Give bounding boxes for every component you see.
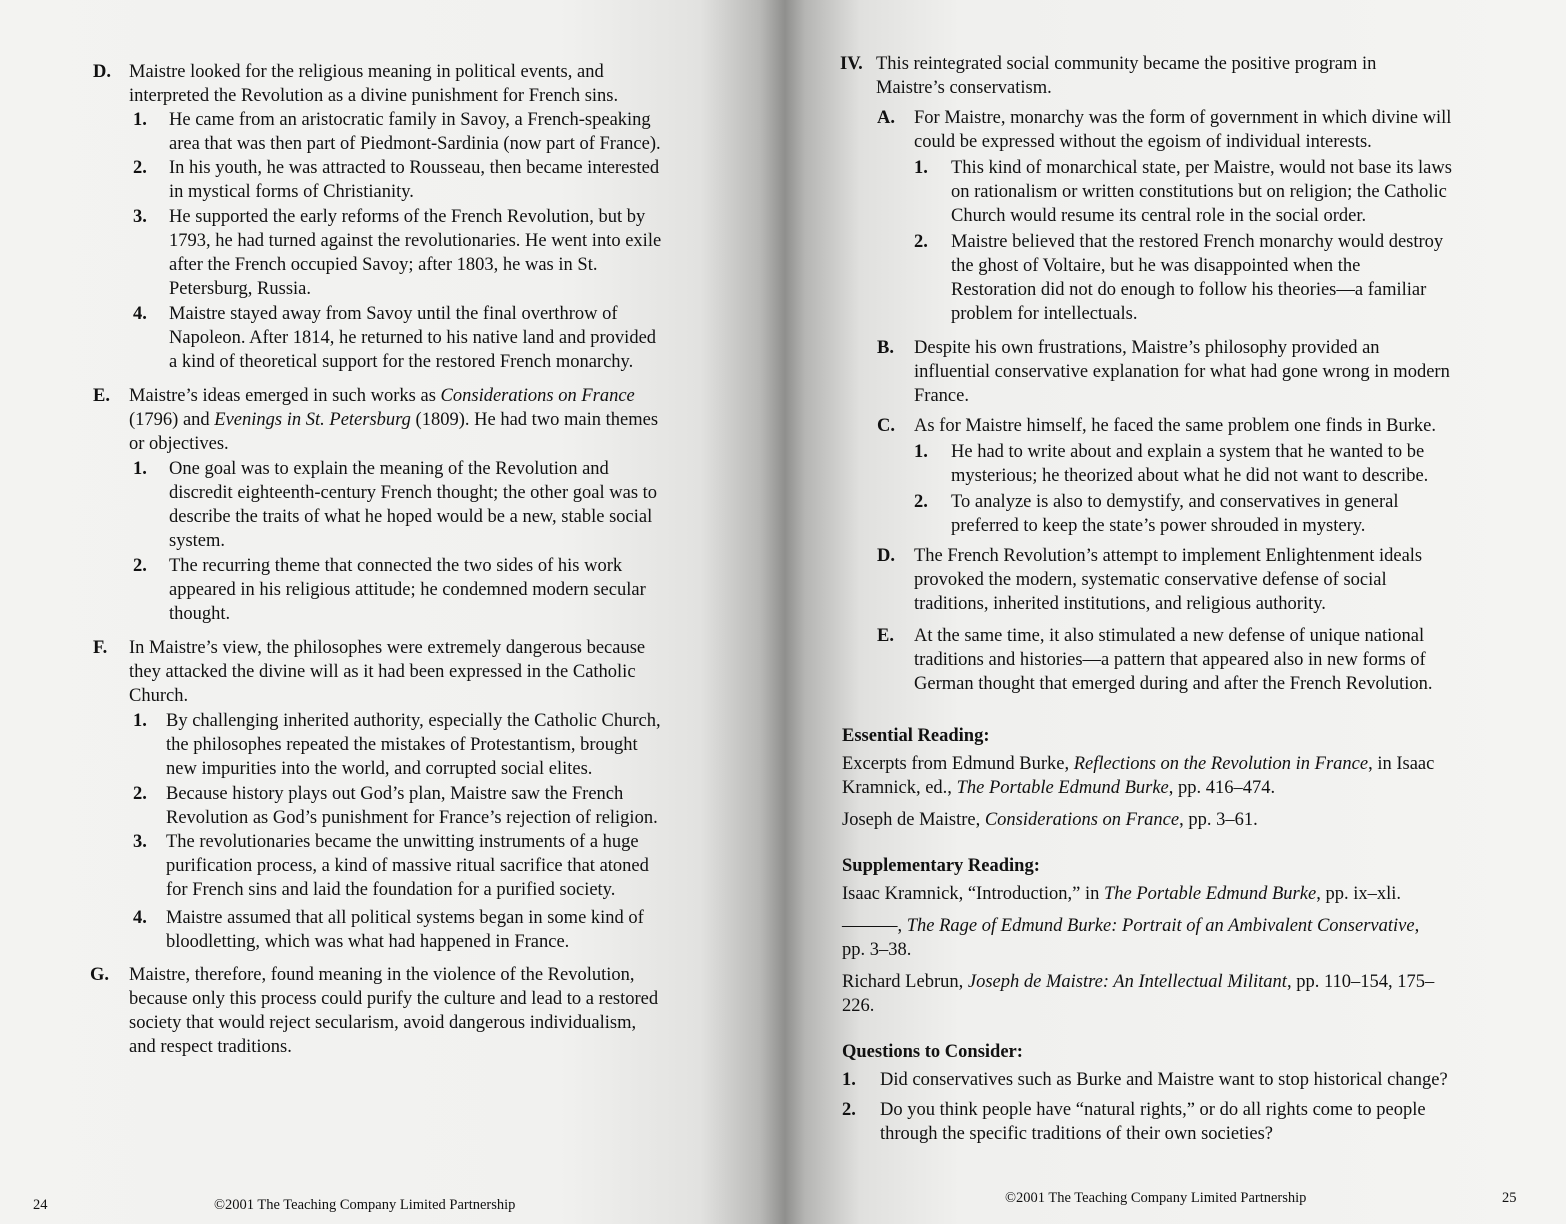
outline-item-label: 2. [133, 158, 147, 178]
text-run: Isaac Kramnick, “Introduction,” in [842, 884, 1104, 904]
text-run: Maistre stayed away from Savoy until the final overthrow of [169, 304, 618, 324]
outline-item-line [876, 76, 1052, 100]
reading-heading: Essential Reading: [842, 726, 990, 746]
text-run: France. [914, 386, 969, 406]
outline-item-line [876, 52, 1376, 76]
text-run: Excerpts from Edmund Burke, [842, 754, 1074, 774]
text-run: This reintegrated social community became the positive program in [876, 54, 1377, 74]
outline-item-line [169, 205, 645, 229]
text-run: The revolutionaries became the unwitting instruments of a huge [166, 832, 639, 852]
text-run: Maistre believed that the restored French monarchy would destroy [951, 232, 1444, 252]
text-run: ———, [842, 916, 907, 936]
text-run: interpreted the Revolution as a divine punishment for French sins. [129, 86, 619, 106]
outline-item-line [951, 464, 1428, 488]
question-line [880, 1098, 1426, 1122]
footer-copyright-right: ©2001 The Teaching Company Limited Partnership [1005, 1190, 1307, 1206]
outline-item-line [951, 440, 1424, 464]
italic-title: Considerations on France [984, 810, 1180, 830]
question-label: 2. [842, 1100, 856, 1120]
outline-item-line [169, 505, 652, 529]
outline-item-label: E. [877, 626, 894, 646]
outline-item-line [914, 592, 1326, 616]
outline-item-line [169, 156, 659, 180]
outline-item-line [169, 481, 657, 505]
outline-item-line [169, 457, 609, 481]
outline-item-line [951, 490, 1399, 514]
outline-item-line [129, 432, 229, 456]
outline-item-line [129, 684, 188, 708]
outline-item-line [169, 578, 646, 602]
outline-item-line [914, 336, 1380, 360]
outline-item-line [166, 806, 658, 830]
text-run: The recurring theme that connected the two sides of his work [169, 556, 623, 576]
text-run: mysterious; he theorized about what he did not want to describe. [951, 466, 1429, 486]
reading-entry-line [842, 970, 1434, 994]
outline-item-line [914, 106, 1451, 130]
outline-item-line [914, 624, 1424, 648]
page-number-left: 24 [33, 1197, 48, 1213]
outline-item-line [951, 204, 1366, 228]
outline-item-line [914, 544, 1422, 568]
footer-copyright-left: ©2001 The Teaching Company Limited Partnership [214, 1197, 516, 1213]
outline-item-label: D. [877, 546, 895, 566]
text-run: society that would reject secularism, avoid dangerous individualism, [129, 1013, 637, 1033]
text-run: , in Isaac [1368, 754, 1435, 774]
outline-item-line [129, 408, 658, 432]
outline-item-line [169, 229, 661, 253]
text-run: pp. 3–38. [842, 940, 912, 960]
outline-item-line [169, 326, 656, 350]
text-run: 1793, he had turned against the revolutionaries. He went into exile [169, 231, 662, 251]
text-run: through the specific traditions of their own societies? [880, 1124, 1274, 1144]
outline-item-label: 2. [914, 232, 928, 252]
outline-item-label: 1. [133, 110, 147, 130]
text-run: new impurities into the world, and corrupted social elites. [166, 759, 593, 779]
text-run: At the same time, it also stimulated a new defense of unique national [914, 626, 1425, 646]
text-run: Despite his own frustrations, Maistre’s philosophy provided an [914, 338, 1380, 358]
outline-item-line [951, 254, 1360, 278]
outline-item-line [169, 529, 225, 553]
text-run: In Maistre’s view, the philosophes were extremely dangerous because [129, 638, 646, 658]
outline-item-label: C. [877, 416, 895, 436]
italic-title: The Rage of Edmund Burke: Portrait of an Ambivalent Conservative [906, 916, 1415, 936]
outline-item-line [951, 302, 1137, 326]
text-run: appeared in his religious attitude; he condemned modern secular [169, 580, 646, 600]
text-run: Restoration did not do enough to follow his theories—a familiar [951, 280, 1427, 300]
text-run: To analyze is also to demystify, and conservatives in general [951, 492, 1399, 512]
outline-item-line [129, 1011, 636, 1035]
text-run: area that was then part of Piedmont-Sardinia (now part of France). [169, 134, 661, 154]
text-run: , pp. 416–474. [1168, 778, 1276, 798]
reading-entry-line [842, 808, 1258, 832]
italic-title: Reflections on the Revolution in France [1073, 754, 1369, 774]
outline-item-line [914, 568, 1387, 592]
outline-item-label: 2. [914, 492, 928, 512]
outline-item-line [951, 156, 1452, 180]
outline-item-line [129, 84, 618, 108]
text-run: Maistre looked for the religious meaning in political events, and [129, 62, 604, 82]
outline-item-line [129, 60, 604, 84]
text-run: Did conservatives such as Burke and Maistre want to stop historical change? [880, 1070, 1448, 1090]
italic-title: The Portable Edmund Burke [956, 778, 1169, 798]
text-run: and respect traditions. [129, 1037, 292, 1057]
outline-item-line [129, 660, 636, 684]
text-run: By challenging inherited authority, especially the Catholic Church, [166, 711, 661, 731]
outline-item-line [169, 253, 597, 277]
text-run: , [1414, 916, 1420, 936]
questions-heading: Questions to Consider: [842, 1042, 1023, 1062]
text-run: a kind of theoretical support for the restored French monarchy. [169, 352, 634, 372]
outline-item-line [914, 414, 1436, 438]
outline-item-line [914, 360, 1450, 384]
italic-title: The Portable Edmund Burke [1103, 884, 1317, 904]
outline-item-line [166, 733, 638, 757]
text-run: Richard Lebrun, [842, 972, 968, 992]
reading-heading: Supplementary Reading: [842, 856, 1040, 876]
text-run: , pp. 3–61. [1179, 810, 1258, 830]
text-run: bloodletting, which was what had happened in France. [166, 932, 570, 952]
text-run: One goal was to explain the meaning of the Revolution and [169, 459, 609, 479]
text-run: Petersburg, Russia. [169, 279, 312, 299]
outline-item-line [914, 384, 969, 408]
text-run: (1796) and [129, 410, 215, 430]
outline-item-line [129, 636, 645, 660]
text-run: problem for intellectuals. [951, 304, 1138, 324]
text-run: As for Maistre himself, he faced the same problem one finds in Burke. [914, 416, 1436, 436]
outline-item-line [129, 987, 658, 1011]
text-run: Maistre’s conservatism. [876, 78, 1052, 98]
outline-item-label: B. [877, 338, 894, 358]
outline-item-label: 4. [133, 908, 147, 928]
text-run: thought. [169, 604, 231, 624]
italic-title: Joseph de Maistre: An Intellectual Militant [967, 972, 1287, 992]
outline-item-label: 2. [133, 784, 147, 804]
outline-item-line [169, 554, 622, 578]
text-run: The French Revolution’s attempt to implement Enlightenment ideals [914, 546, 1423, 566]
italic-title: Considerations on France [440, 386, 635, 406]
reading-entry-line [842, 752, 1434, 776]
outline-item-line [951, 514, 1365, 538]
text-run: In his youth, he was attracted to Rousseau, then became interested [169, 158, 660, 178]
text-run: He supported the early reforms of the French Revolution, but by [169, 207, 646, 227]
outline-item-line [914, 130, 1372, 154]
outline-item-line [951, 180, 1447, 204]
outline-item-label: 1. [914, 158, 928, 178]
outline-item-label: 3. [133, 832, 147, 852]
outline-item-line [166, 854, 649, 878]
text-run: purification process, a kind of massive ritual sacrifice that atoned [166, 856, 649, 876]
outline-item-label: G. [90, 965, 110, 985]
text-run: provoked the modern, systematic conservative defense of social [914, 570, 1387, 590]
text-run: for French sins and laid the foundation for a purified society. [166, 880, 616, 900]
text-run: Joseph de Maistre, [842, 810, 985, 830]
text-run: Because history plays out God’s plan, Maistre saw the French [166, 784, 624, 804]
text-run: Church. [129, 686, 189, 706]
outline-item-line [166, 878, 615, 902]
question-line [880, 1122, 1273, 1146]
text-run: Maistre assumed that all political systems began in some kind of [166, 908, 644, 928]
outline-item-label: F. [93, 638, 108, 658]
text-run: Maistre, therefore, found meaning in the violence of the Revolution, [129, 965, 635, 985]
question-line [880, 1068, 1448, 1092]
text-run: Church would resume its central role in the social order. [951, 206, 1367, 226]
text-run: because only this process could purify the culture and lead to a restored [129, 989, 659, 1009]
outline-item-label: D. [93, 62, 111, 82]
outline-item-line [129, 1035, 292, 1059]
text-run: the philosophes repeated the mistakes of Protestantism, brought [166, 735, 638, 755]
question-label: 1. [842, 1070, 856, 1090]
text-run: Maistre’s ideas emerged in such works as [129, 386, 441, 406]
outline-item-line [169, 350, 633, 374]
outline-item-label: IV. [840, 54, 863, 74]
text-run: (1809). He had two main themes [410, 410, 659, 430]
outline-item-line [166, 930, 569, 954]
text-run: influential conservative explanation for what had gone wrong in modern [914, 362, 1450, 382]
text-run: describe the traits of what he hoped would be a new, stable social [169, 507, 653, 527]
text-run: Revolution as God’s punishment for France’s rejection of religion. [166, 808, 658, 828]
outline-item-line [129, 384, 635, 408]
outline-item-line [951, 230, 1443, 254]
text-run: He had to write about and explain a system that he wanted to be [951, 442, 1425, 462]
outline-item-label: 1. [914, 442, 928, 462]
outline-item-line [169, 180, 414, 204]
text-run: He came from an aristocratic family in Savoy, a French-speaking [169, 110, 651, 130]
text-run: Napoleon. After 1814, he returned to his native land and provided [169, 328, 657, 348]
text-run: or objectives. [129, 434, 229, 454]
outline-item-line [914, 672, 1433, 696]
outline-item-line [914, 648, 1426, 672]
reading-entry-line [842, 776, 1275, 800]
text-run: 226. [842, 996, 875, 1016]
text-run: This kind of monarchical state, per Maistre, would not base its laws [951, 158, 1452, 178]
outline-item-label: 1. [133, 711, 147, 731]
text-run: Do you think people have “natural rights,” or do all rights come to people [880, 1100, 1426, 1120]
text-run: system. [169, 531, 226, 551]
reading-entry-line [842, 994, 874, 1018]
text-run: Kramnick, ed., [842, 778, 957, 798]
text-run: they attacked the divine will as it had been expressed in the Catholic [129, 662, 636, 682]
outline-item-line [169, 108, 651, 132]
outline-item-line [129, 963, 635, 987]
outline-item-line [951, 278, 1426, 302]
text-run: discredit eighteenth-century French thought; the other goal was to [169, 483, 658, 503]
text-run: could be expressed without the egoism of individual interests. [914, 132, 1372, 152]
text-run: after the French occupied Savoy; after 1803, he was in St. [169, 255, 598, 275]
outline-item-line [166, 709, 661, 733]
outline-item-line [169, 277, 311, 301]
outline-item-line [166, 782, 623, 806]
reading-entry-line [842, 882, 1401, 906]
outline-item-label: 3. [133, 207, 147, 227]
outline-item-label: 1. [133, 459, 147, 479]
outline-item-line [166, 830, 639, 854]
outline-item-line [169, 302, 618, 326]
page-number-right: 25 [1502, 1190, 1517, 1206]
text-run: the ghost of Voltaire, but he was disappointed when the [951, 256, 1361, 276]
outline-item-label: 4. [133, 304, 147, 324]
text-run: in mystical forms of Christianity. [169, 182, 414, 202]
outline-item-label: 2. [133, 556, 147, 576]
reading-entry-line [842, 914, 1419, 938]
reading-entry-line [842, 938, 911, 962]
text-run: For Maistre, monarchy was the form of government in which divine will [914, 108, 1452, 128]
text-run: traditions, inherited institutions, and religious authority. [914, 594, 1326, 614]
outline-item-line [169, 602, 230, 626]
text-run: on rationalism or written constitutions but on religion; the Catholic [951, 182, 1447, 202]
italic-title: Evenings in St. Petersburg [214, 410, 411, 430]
outline-item-label: A. [877, 108, 895, 128]
outline-item-label: E. [93, 386, 110, 406]
outline-item-line [166, 906, 644, 930]
text-run: traditions and histories—a pattern that appeared also in new forms of [914, 650, 1426, 670]
outline-item-line [169, 132, 661, 156]
text-run: German thought that emerged during and after the French Revolution. [914, 674, 1433, 694]
text-run: , pp. ix–xli. [1316, 884, 1401, 904]
outline-item-line [166, 757, 592, 781]
text-run: preferred to keep the state’s power shrouded in mystery. [951, 516, 1366, 536]
text-run: , pp. 110–154, 175– [1286, 972, 1435, 992]
